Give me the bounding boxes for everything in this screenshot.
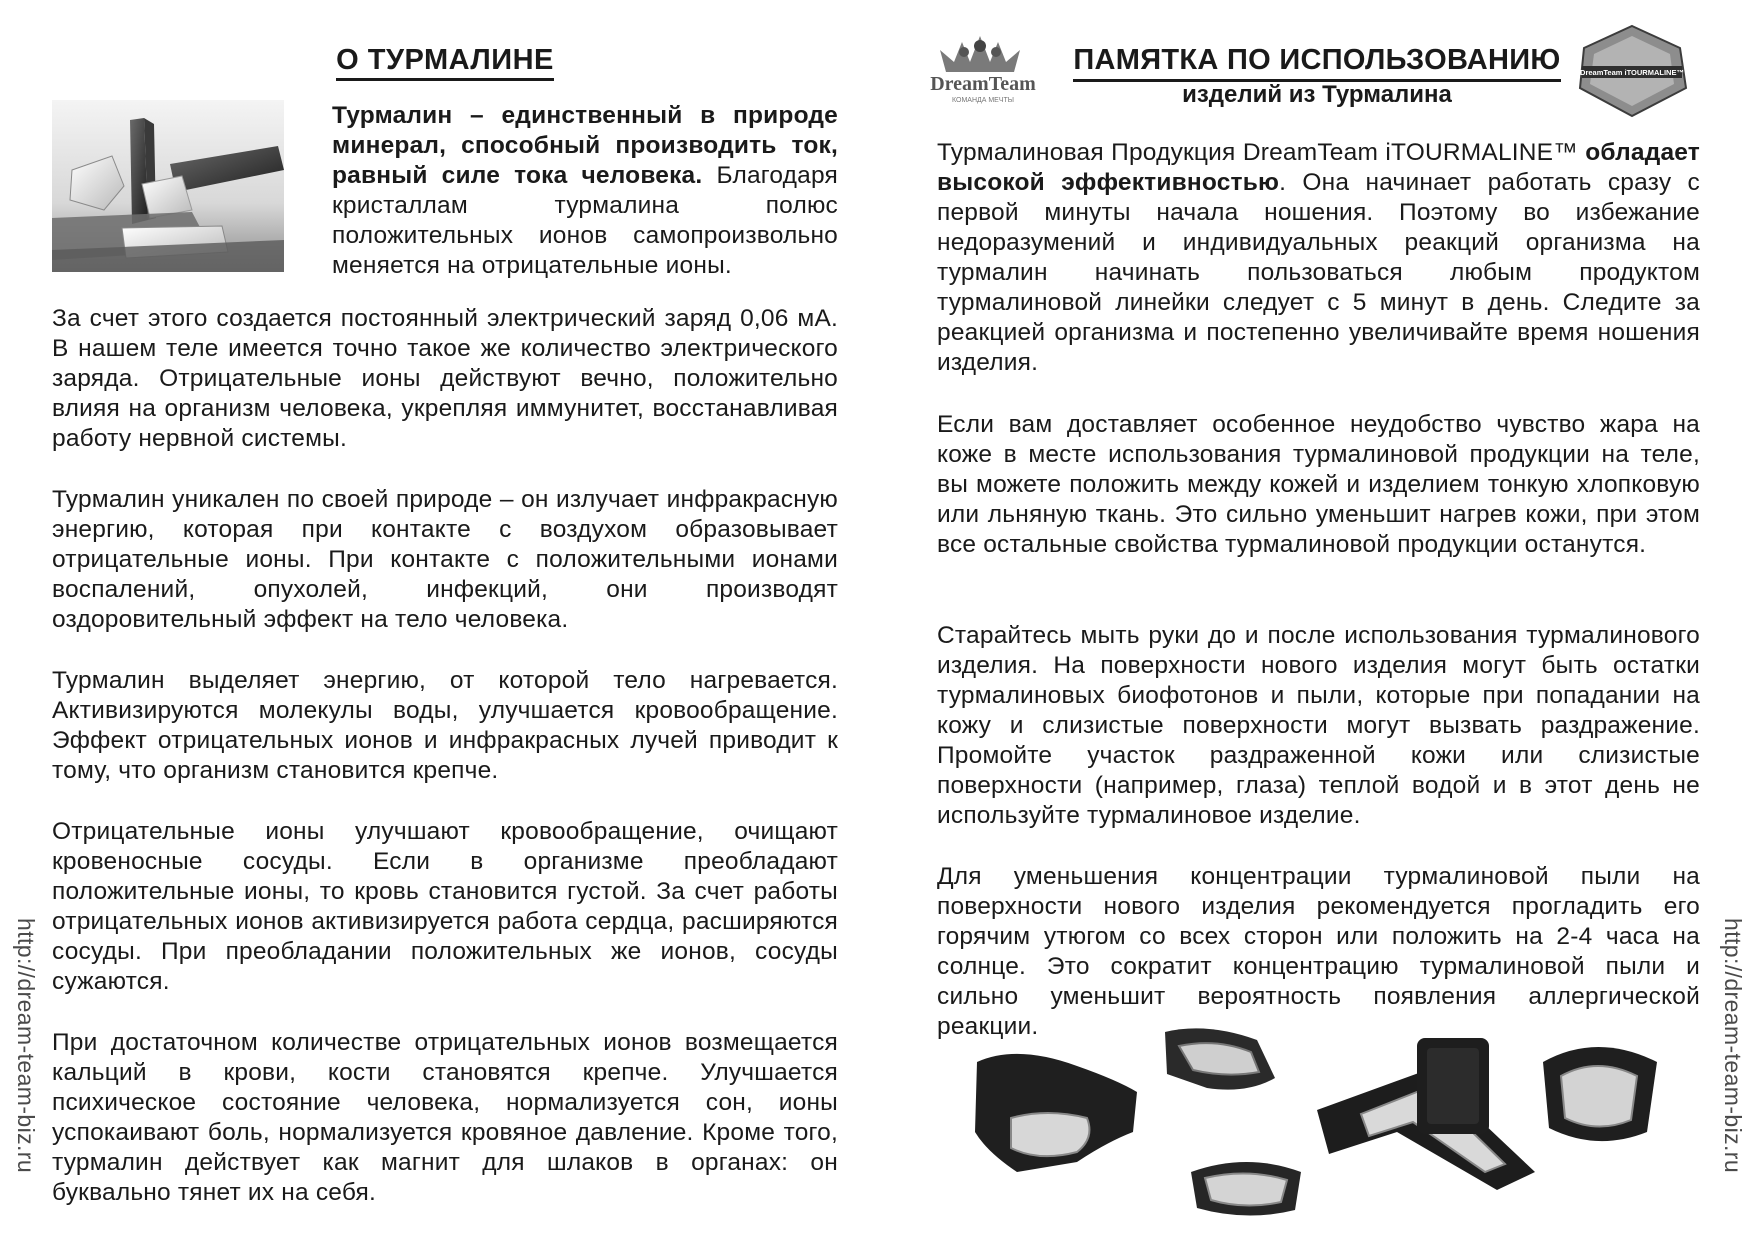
right-paragraph-2: Если вам доставляет особенное неудобство чувство жара на коже в месте использования турмалиновой продукции на теле, вы можете положить между кожей и изделием тонкую хлопковую или льняную ткань. Это сильно уменьшит нагрев кожи, при этом все остальные свойства турмалиновой продукции останутся. [937, 411, 1700, 558]
left-paragraph-4: Отрицательные ионы улучшают кровообращение, очищают кровеносные сосуды. Если в организме преобладают положительные ионы, то кровь становится густой. За счет работы отрицательных ионов активизируется работа сердца, расширяются сосуды. При преобладании положительных же ионов, сосуды сужаются. [52, 818, 838, 995]
side-url-right: http://dream-team-biz.ru [1720, 918, 1746, 1174]
tourmaline-products-image [957, 1022, 1697, 1222]
side-url-left: http://dream-team-biz.ru [13, 918, 39, 1174]
left-title: О ТУРМАЛИНЕ [52, 44, 838, 77]
right-subtitle: изделий из Турмалина [1182, 81, 1452, 108]
left-paragraph-5: При достаточном количестве отрицательных ионов возмещается кальций в крови, кости становятся крепче. Улучшается психическое состояние человека, нормализуется сон, ионы успокаивают боль, нормализуется кровяное давление. Кроме того, турмалин действует как магнит для шлаков в органах: он буквально тянет их на себя. [52, 1029, 838, 1206]
left-paragraph-1: За счет этого создается постоянный электрический заряд 0,06 мА. В нашем теле имеется точно такое же количество электрического заряда. Отрицательные ионы действуют вечно, положительно влияя на организм человека, укрепляя иммунитет, восстанавливая работу нервной системы. [52, 305, 838, 452]
svg-text:DreamTeam: DreamTeam [930, 73, 1036, 95]
dreamteam-logo [918, 28, 1048, 108]
itourmaline-badge [1576, 24, 1688, 118]
svg-text:КОМАНДА МЕЧТЫ: КОМАНДА МЕЧТЫ [952, 97, 1014, 104]
intro-paragraph: Турмалин – единственный в природе минерал, способный производить ток, равный силе тока человека. Благодаря кристаллам турмалина полюс положительных ионов самопроизвольно меняется на отрицательные ионы. [332, 102, 838, 279]
right-paragraph-4: Для уменьшения концентрации турмалиновой пыли на поверхности нового изделия рекомендуется прогладить его горячим утюгом со всех сторон или положить на 2-4 часа на солнце. Это сократит концентрацию турмалиновой пыли и сильно уменьшит вероятность появления аллергической реакции. [937, 863, 1700, 1040]
left-paragraph-3: Турмалин выделяет энергию, от которой тело нагревается. Активизируются молекулы воды, улучшается кровообращение. Эффект отрицательных ионов и инфракрасных лучей приводит к тому, что организм становится крепче. [52, 667, 838, 784]
svg-text:DreamTeam iTOURMALINE™: DreamTeam iTOURMALINE™ [1580, 68, 1684, 77]
left-paragraph-2: Турмалин уникален по своей природе – он излучает инфракрасную энергию, которая при контакте с воздухом образовывает отрицательные ионы. При контакте с положительными ионами воспалений, опухолей, инфекций, они производят оздоровительный эффект на тело человека. [52, 486, 838, 633]
tourmaline-crystals-image [52, 100, 284, 272]
right-paragraph-1: Турмалиновая Продукция DreamTeam iTOURMALINE™ обладает высокой эффективностью. Она начинает работать сразу с первой минуты начала ношения. Поэтому во избежание недоразумений и индивидуальных реакций организма на турмалин начинать пользоваться любым продуктом турмалиновой линейки следует с 5 минут в день. Следите за реакцией организма и постепенно увеличивайте время ношения изделия. [937, 139, 1701, 376]
right-paragraph-3: Старайтесь мыть руки до и после использования турмалинового изделия. На поверхности нового изделия могут быть остатки турмалиновых биофотонов и пыли, которые при попадании на кожу и слизистые поверхности могут вызвать раздражение. Промойте участок раздраженной кожи или слизистые поверхности (например, глаза) теплой водой и в этот день не используйте турмалиновое изделие. [937, 622, 1700, 829]
right-title: ПАМЯТКА ПО ИСПОЛЬЗОВАНИЮ [1057, 44, 1577, 82]
